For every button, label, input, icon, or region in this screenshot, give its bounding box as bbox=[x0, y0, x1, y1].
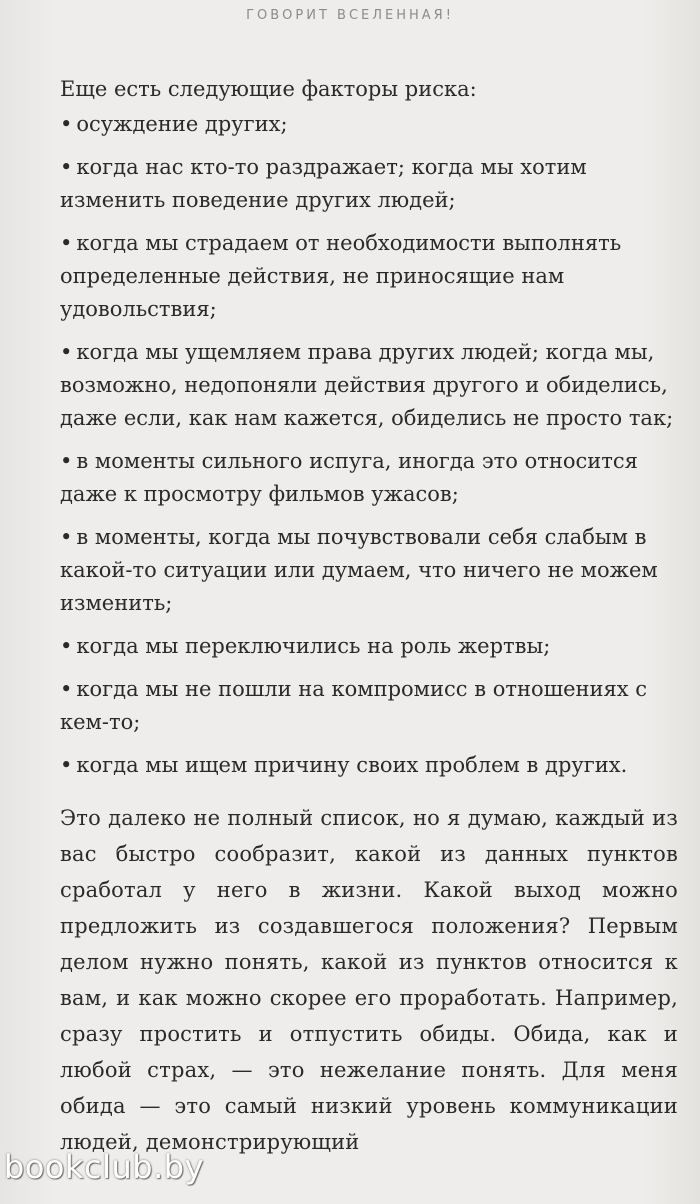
bullet-marker: • bbox=[60, 340, 73, 364]
intro-line: Еще есть следующие факторы риска: bbox=[60, 77, 477, 101]
bullet-marker: • bbox=[60, 677, 73, 701]
page-text bbox=[60, 74, 678, 1160]
bullet-item bbox=[60, 336, 678, 435]
closing-paragraph: Это далеко не полный список, но я думаю, каждый из вас быстро сообразит, какой из данных пунктов сработал у него в жизни. Какой выход можно предложить из создавшегося положения? Первым делом нужно понять, какой из пунктов относится к вам, и как можно скорее его проработать. Например, сразу простить и отпустить обиды. Обида, как и любой страх, — это нежелание понять. Для меня обида — это самый низкий уровень коммуникации людей, демонстрирующий bbox=[60, 806, 678, 1154]
bullet-marker: • bbox=[60, 155, 73, 179]
bullet-marker: • bbox=[60, 449, 73, 473]
bullet-marker: • bbox=[60, 231, 73, 255]
bullet-text: в моменты сильного испуга, иногда это относится даже к просмотру фильмов ужасов; bbox=[60, 449, 638, 506]
bullet-item bbox=[60, 673, 678, 739]
bullet-text: осуждение других; bbox=[76, 112, 288, 136]
bullet-item bbox=[60, 445, 678, 511]
bullet-text: когда нас кто-то раздражает; когда мы хотим изменить поведение других людей; bbox=[60, 155, 587, 212]
bullet-marker: • bbox=[60, 753, 73, 777]
bullet-text: когда мы ущемляем права других людей; когда мы, возможно, недопоняли действия другого и обиделись, даже если, как нам кажется, обиделись не просто так; bbox=[60, 340, 674, 430]
bullet-item bbox=[60, 227, 678, 326]
bullet-item bbox=[60, 108, 678, 141]
bullet-marker: • bbox=[60, 525, 73, 549]
bullet-item bbox=[60, 630, 678, 663]
bullet-text: когда мы переключились на роль жертвы; bbox=[76, 634, 551, 658]
bullet-item bbox=[60, 749, 678, 782]
bullet-text: в моменты, когда мы почувствовали себя слабым в какой-то ситуации или думаем, что ничего не можем изменить; bbox=[60, 525, 658, 615]
bullet-text: когда мы страдаем от необходимости выполнять определенные действия, не приносящие нам удовольствия; bbox=[60, 231, 622, 321]
bullet-text: когда мы ищем причину своих проблем в других. bbox=[76, 753, 628, 777]
watermark-logo: bookclub.by bbox=[4, 1148, 204, 1186]
bullet-marker: • bbox=[60, 634, 73, 658]
bullet-marker: • bbox=[60, 112, 73, 136]
bullet-item bbox=[60, 521, 678, 620]
running-head: ГОВОРИТ ВСЕЛЕННАЯ! bbox=[246, 8, 454, 23]
bullet-item bbox=[60, 151, 678, 217]
bullet-text: когда мы не пошли на компромисс в отношениях с кем-то; bbox=[60, 677, 648, 734]
